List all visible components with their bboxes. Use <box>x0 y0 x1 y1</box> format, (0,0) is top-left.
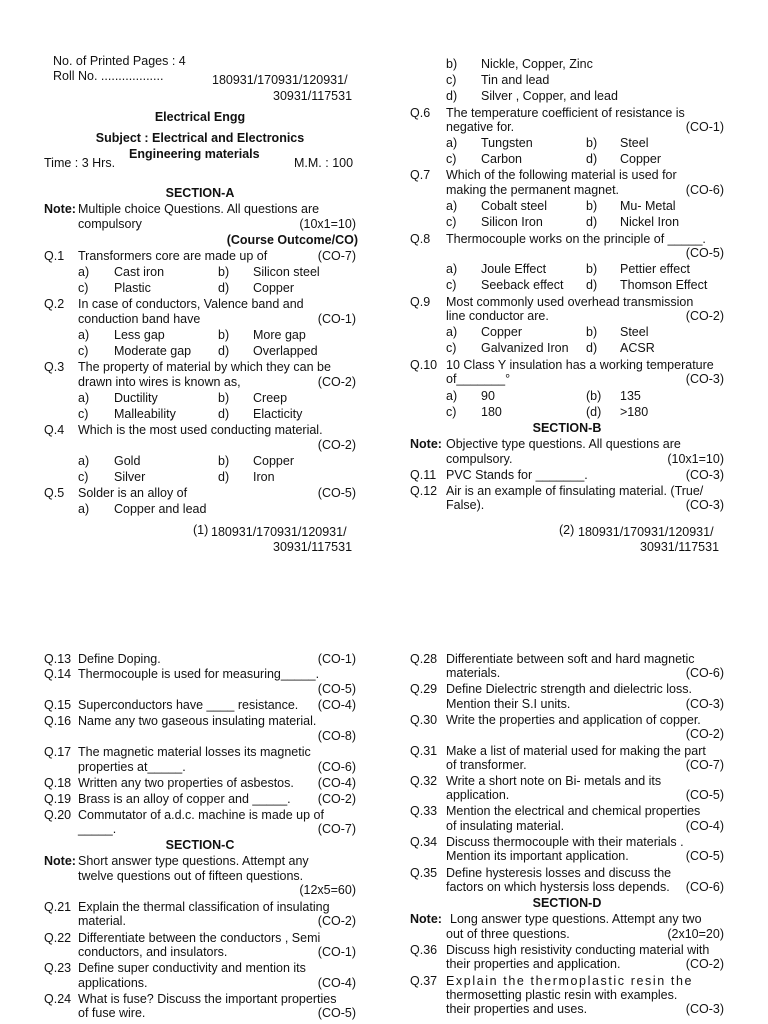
q6-option-b: b) <box>586 136 598 150</box>
q24-co: (CO-5) <box>317 1006 356 1020</box>
q32-text: Write a short note on Bi- metals and its <box>446 774 662 788</box>
q8-option-c-text: Seeback effect <box>481 278 564 292</box>
q6-option-c: c) <box>446 152 457 166</box>
q3-option-d-text: Elacticity <box>253 407 303 421</box>
q22-co: (CO-1) <box>317 945 356 959</box>
q9-option-c-text: Galvanized Iron <box>481 341 569 355</box>
q11-text: PVC Stands for _______. <box>446 468 588 482</box>
q14-number: Q.14 <box>44 667 72 681</box>
q19-text: Brass is an alloy of copper and _____. <box>78 792 291 806</box>
q36-text: Discuss high resistivity conducting material with <box>446 943 710 957</box>
q29-number: Q.29 <box>410 682 438 696</box>
footer-codes-2: 30931/117531 <box>273 540 353 554</box>
q10-co: (CO-3) <box>685 372 724 386</box>
q16-number: Q.16 <box>44 714 72 728</box>
q3-option-a-text: Ductility <box>114 391 158 405</box>
q14-co: (CO-5) <box>317 682 356 696</box>
q4-option-c: c) <box>78 470 89 484</box>
section-b-heading: SECTION-B <box>532 421 602 435</box>
q5-option-a-text: Copper and lead <box>114 502 207 516</box>
q30-text: Write the properties and application of copper. <box>446 713 701 727</box>
q12-text: Air is an example of finsulating material. (True/ <box>446 484 704 498</box>
q8-number: Q.8 <box>410 232 431 246</box>
q7-option-b: b) <box>586 199 598 213</box>
note-b-marks: (10x1=10) <box>667 452 724 466</box>
q10-text: 10 Class Y insulation has a working temperature <box>446 358 714 372</box>
q1-option-a-text: Cast iron <box>114 265 165 279</box>
q36-number: Q.36 <box>410 943 438 957</box>
q4-text: Which is the most used conducting material. <box>78 423 323 437</box>
q6-option-d: d) <box>586 152 598 166</box>
footer-codes: 180931/170931/120931/ <box>211 525 347 539</box>
q2-option-a-text: Less gap <box>114 328 165 342</box>
q24-number: Q.24 <box>44 992 72 1006</box>
q19-number: Q.19 <box>44 792 72 806</box>
course-outcome-label: (Course Outcome/CO) <box>226 233 358 247</box>
q10-number: Q.10 <box>410 358 438 372</box>
q6-option-b-text: Steel <box>620 136 649 150</box>
time: Time : 3 Hrs. <box>44 156 116 170</box>
note-c-text-2: twelve questions out of fifteen questions. <box>78 869 304 883</box>
q10-option-b: (b) <box>586 389 602 403</box>
q7-co: (CO-6) <box>685 183 724 197</box>
q1-option-b: b) <box>218 265 230 279</box>
q2-co: (CO-1) <box>317 312 356 326</box>
q1-option-a: a) <box>78 265 90 279</box>
q9-text: Most commonly used overhead transmission <box>446 295 694 309</box>
q5-option-d-text: Silver , Copper, and lead <box>481 89 618 103</box>
q8-co: (CO-5) <box>685 246 724 260</box>
max-marks: M.M. : 100 <box>294 156 354 170</box>
q3-option-c-text: Malleability <box>114 407 176 421</box>
q3-option-a: a) <box>78 391 90 405</box>
q2-option-d: d) <box>218 344 230 358</box>
q3-co: (CO-2) <box>317 375 356 389</box>
q34-text-2: Mention its important application. <box>446 849 629 863</box>
q12-text-2: False). <box>446 498 485 512</box>
q10-option-a: a) <box>446 389 458 403</box>
q13-text: Define Doping. <box>78 652 161 666</box>
q5-number: Q.5 <box>44 486 65 500</box>
q7-option-a-text: Cobalt steel <box>481 199 548 213</box>
paper-codes: 180931/170931/120931/ <box>212 73 348 87</box>
q4-option-d-text: Iron <box>253 470 275 484</box>
q12-number: Q.12 <box>410 484 438 498</box>
q8-option-b: b) <box>586 262 598 276</box>
q31-co: (CO-7) <box>685 758 724 772</box>
q10-option-c-text: 180 <box>481 405 502 419</box>
footer-codes-p2-2: 30931/117531 <box>640 540 720 554</box>
q13-number: Q.13 <box>44 652 72 666</box>
q9-number: Q.9 <box>410 295 431 309</box>
section-d-heading: SECTION-D <box>532 896 602 910</box>
q9-option-a-text: Copper <box>481 325 522 339</box>
q10-text-2: of_______° <box>446 372 511 386</box>
q31-number: Q.31 <box>410 744 438 758</box>
q35-co: (CO-6) <box>685 880 724 894</box>
q23-text-2: applications. <box>78 976 148 990</box>
q16-text: Name any two gaseous insulating material. <box>78 714 317 728</box>
q5-option-a: a) <box>78 502 90 516</box>
q7-number: Q.7 <box>410 168 431 182</box>
q2-option-b-text: More gap <box>253 328 306 342</box>
q23-text: Define super conductivity and mention its <box>78 961 306 975</box>
q28-co: (CO-6) <box>685 666 724 680</box>
q9-option-d: d) <box>586 341 598 355</box>
q33-number: Q.33 <box>410 804 438 818</box>
q10-option-c: c) <box>446 405 457 419</box>
q4-option-d: d) <box>218 470 230 484</box>
q2-number: Q.2 <box>44 297 65 311</box>
q17-text: The magnetic material losses its magnetic <box>78 745 311 759</box>
note-b-text: Objective type questions. All questions are <box>446 437 681 451</box>
q37-text: Explain the thermoplastic resin the <box>446 974 694 988</box>
section-a-heading: SECTION-A <box>165 186 235 200</box>
q10-option-b-text: 135 <box>620 389 641 403</box>
q4-option-c-text: Silver <box>114 470 146 484</box>
q3-option-b-text: Creep <box>253 391 288 405</box>
q36-text-2: their properties and application. <box>446 957 621 971</box>
printed-pages: No. of Printed Pages : 4 <box>53 54 186 68</box>
roll-no: Roll No. .................. <box>53 69 164 83</box>
q4-co: (CO-2) <box>317 438 356 452</box>
q2-option-c-text: Moderate gap <box>114 344 192 358</box>
q7-text-2: making the permanent magnet. <box>446 183 620 197</box>
q15-co: (CO-4) <box>317 698 356 712</box>
paper-codes-2: 30931/117531 <box>273 89 353 103</box>
q21-text: Explain the thermal classification of insulating <box>78 900 330 914</box>
q24-text-2: of fuse wire. <box>78 1006 146 1020</box>
q36-co: (CO-2) <box>685 957 724 971</box>
q23-co: (CO-4) <box>317 976 356 990</box>
q3-option-b: b) <box>218 391 230 405</box>
note-c-marks: (12x5=60) <box>299 883 356 897</box>
q10-option-d-text: >180 <box>620 405 649 419</box>
q3-option-c: c) <box>78 407 89 421</box>
q4-option-a-text: Gold <box>114 454 141 468</box>
q6-co: (CO-1) <box>685 120 724 134</box>
q8-option-d-text: Thomson Effect <box>620 278 708 292</box>
q6-option-a: a) <box>446 136 458 150</box>
q1-option-c: c) <box>78 281 89 295</box>
q28-number: Q.28 <box>410 652 438 666</box>
q5-text: Solder is an alloy of <box>78 486 188 500</box>
q37-co: (CO-3) <box>685 1002 724 1016</box>
q10-option-a-text: 90 <box>481 389 495 403</box>
q5-option-c: c) <box>446 73 457 87</box>
q32-number: Q.32 <box>410 774 438 788</box>
subject-2: Engineering materials <box>129 147 260 161</box>
q2-option-b: b) <box>218 328 230 342</box>
q21-number: Q.21 <box>44 900 72 914</box>
q17-number: Q.17 <box>44 745 72 759</box>
q35-text: Define hysteresis losses and discuss the <box>446 866 672 880</box>
note-d-text-2: out of three questions. <box>446 927 570 941</box>
q7-option-d-text: Nickel Iron <box>620 215 680 229</box>
q17-text-2: properties at_____. <box>78 760 186 774</box>
q24-text: What is fuse? Discuss the important properties <box>78 992 337 1006</box>
q7-option-c: c) <box>446 215 457 229</box>
q20-text-2: _____. <box>78 822 117 836</box>
q6-number: Q.6 <box>410 106 431 120</box>
q32-text-2: application. <box>446 788 510 802</box>
note-text: Multiple choice Questions. All questions are <box>78 202 320 216</box>
q1-number: Q.1 <box>44 249 65 263</box>
q5-co: (CO-5) <box>317 486 356 500</box>
q7-option-c-text: Silicon Iron <box>481 215 543 229</box>
q1-option-d-text: Copper <box>253 281 294 295</box>
q8-option-b-text: Pettier effect <box>620 262 690 276</box>
section-c-heading: SECTION-C <box>165 838 235 852</box>
q34-number: Q.34 <box>410 835 438 849</box>
q7-option-d: d) <box>586 215 598 229</box>
note-c-text: Short answer type questions. Attempt any <box>78 854 309 868</box>
q9-co: (CO-2) <box>685 309 724 323</box>
q2-option-a: a) <box>78 328 90 342</box>
q14-text: Thermocouple is used for measuring_____. <box>78 667 320 681</box>
q33-text: Mention the electrical and chemical properties <box>446 804 701 818</box>
q2-text: In case of conductors, Valence band and <box>78 297 304 311</box>
q20-number: Q.20 <box>44 808 72 822</box>
q8-option-d: d) <box>586 278 598 292</box>
q30-co: (CO-2) <box>685 727 724 741</box>
q4-option-b: b) <box>218 454 230 468</box>
q1-text: Transformers core are made up of <box>78 249 268 263</box>
q8-option-c: c) <box>446 278 457 292</box>
q7-option-b-text: Mu- Metal <box>620 199 676 213</box>
q12-co: (CO-3) <box>685 498 724 512</box>
note-d-text: Long answer type questions. Attempt any two <box>450 912 702 926</box>
q8-option-a-text: Joule Effect <box>481 262 547 276</box>
footer-codes-p2: 180931/170931/120931/ <box>578 525 714 539</box>
q3-text: The property of material by which they can be <box>78 360 331 374</box>
note-label-b: Note: <box>410 437 442 451</box>
q2-option-c: c) <box>78 344 89 358</box>
q8-option-a: a) <box>446 262 458 276</box>
q5-option-d: d) <box>446 89 458 103</box>
q4-option-b-text: Copper <box>253 454 294 468</box>
q17-co: (CO-6) <box>317 760 356 774</box>
q35-number: Q.35 <box>410 866 438 880</box>
q13-co: (CO-1) <box>317 652 356 666</box>
q9-option-b: b) <box>586 325 598 339</box>
q35-text-2: factors on which hystersis loss depends. <box>446 880 670 894</box>
q28-text: Differentiate between soft and hard magnetic <box>446 652 695 666</box>
page-number: (1) <box>193 523 209 537</box>
q37-text-2: thermosetting plastic resin with examples. <box>446 988 678 1002</box>
note-label-c: Note: <box>44 854 76 868</box>
q23-number: Q.23 <box>44 961 72 975</box>
q29-text: Define Dielectric strength and dielectric loss. <box>446 682 692 696</box>
q18-text: Written any two properties of asbestos. <box>78 776 294 790</box>
q22-number: Q.22 <box>44 931 72 945</box>
q11-co: (CO-3) <box>685 468 724 482</box>
q3-text-2: drawn into wires is known as, <box>78 375 241 389</box>
q19-co: (CO-2) <box>317 792 356 806</box>
note-text-2: compulsory <box>78 217 142 231</box>
q32-co: (CO-5) <box>685 788 724 802</box>
q2-option-d-text: Overlapped <box>253 344 318 358</box>
q9-option-c: c) <box>446 341 457 355</box>
subject: Subject : Electrical and Electronics <box>95 131 305 145</box>
q20-co: (CO-7) <box>317 822 356 836</box>
q15-number: Q.15 <box>44 698 72 712</box>
q5-option-c-text: Tin and lead <box>481 73 550 87</box>
department: Electrical Engg <box>154 110 246 124</box>
q28-text-2: materials. <box>446 666 501 680</box>
q34-text: Discuss thermocouple with their materials . <box>446 835 684 849</box>
q18-number: Q.18 <box>44 776 72 790</box>
note-label-d: Note: <box>410 912 442 926</box>
q1-option-c-text: Plastic <box>114 281 151 295</box>
q4-option-a: a) <box>78 454 90 468</box>
q29-co: (CO-3) <box>685 697 724 711</box>
q5-option-b: b) <box>446 57 458 71</box>
q31-text-2: of transformer. <box>446 758 527 772</box>
q6-option-a-text: Tungsten <box>481 136 533 150</box>
note-d-marks: (2x10=20) <box>667 927 724 941</box>
q33-co: (CO-4) <box>685 819 724 833</box>
note-label: Note: <box>44 202 76 216</box>
q4-number: Q.4 <box>44 423 65 437</box>
q1-co: (CO-7) <box>317 249 356 263</box>
q37-number: Q.37 <box>410 974 438 988</box>
q22-text: Differentiate between the conductors , Semi <box>78 931 321 945</box>
note-b-text-2: compulsory. <box>446 452 513 466</box>
q6-option-c-text: Carbon <box>481 152 522 166</box>
q31-text: Make a list of material used for making the part <box>446 744 706 758</box>
q7-text: Which of the following material is used for <box>446 168 677 182</box>
q22-text-2: conductors, and insulators. <box>78 945 228 959</box>
q21-text-2: material. <box>78 914 126 928</box>
note-marks: (10x1=10) <box>299 217 356 231</box>
q9-option-d-text: ACSR <box>620 341 655 355</box>
q29-text-2: Mention their S.I units. <box>446 697 571 711</box>
q10-option-d: (d) <box>586 405 602 419</box>
q6-option-d-text: Copper <box>620 152 661 166</box>
q33-text-2: of insulating material. <box>446 819 565 833</box>
q20-text: Commutator of a.d.c. machine is made up of <box>78 808 324 822</box>
q2-text-2: conduction band have <box>78 312 201 326</box>
q11-number: Q.11 <box>410 468 437 482</box>
q16-co: (CO-8) <box>317 729 356 743</box>
q6-text-2: negative for. <box>446 120 515 134</box>
page-number-2: (2) <box>559 523 575 537</box>
q9-option-b-text: Steel <box>620 325 649 339</box>
q3-number: Q.3 <box>44 360 65 374</box>
q1-option-b-text: Silicon steel <box>253 265 320 279</box>
q15-text: Superconductors have ____ resistance. <box>78 698 299 712</box>
q21-co: (CO-2) <box>317 914 356 928</box>
q34-co: (CO-5) <box>685 849 724 863</box>
q37-text-3: their properties and uses. <box>446 1002 588 1016</box>
q6-text: The temperature coefficient of resistance is <box>446 106 685 120</box>
q5-option-b-text: Nickle, Copper, Zinc <box>481 57 593 71</box>
q30-number: Q.30 <box>410 713 438 727</box>
q9-option-a: a) <box>446 325 458 339</box>
q18-co: (CO-4) <box>317 776 356 790</box>
q3-option-d: d) <box>218 407 230 421</box>
q9-text-2: line conductor are. <box>446 309 549 323</box>
q1-option-d: d) <box>218 281 230 295</box>
q7-option-a: a) <box>446 199 458 213</box>
q8-text: Thermocouple works on the principle of _____. <box>446 232 706 246</box>
